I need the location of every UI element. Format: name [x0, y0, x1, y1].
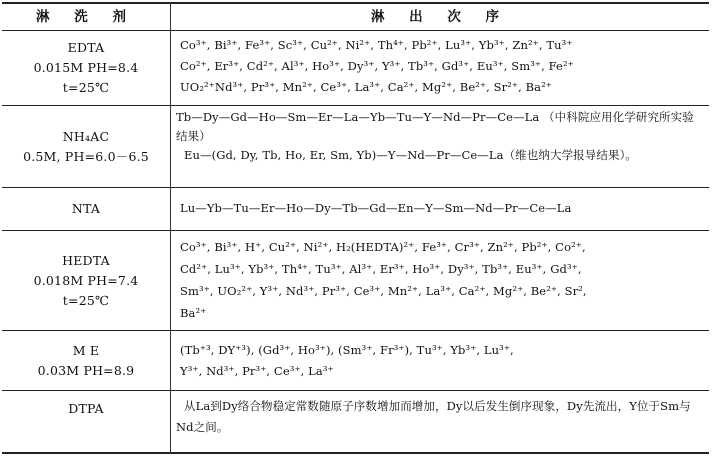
header-elution-order: 淋 出 次 序 — [370, 9, 510, 25]
eluent-cell — [4, 332, 168, 389]
order-line: Lu—Yb—Tu—Er—Ho—Dy—Tb—Gd—En—Y—Sm—Nd—Pr—Ce—La — [180, 201, 572, 215]
elution-order-cell — [180, 35, 700, 98]
elution-order-cell — [180, 236, 700, 324]
order-line: Eu—(Gd, Dy, Tb, Ho, Er, Sm, Yb)—Y—Nd—Pr—Ce—La（维也纳大学报导结果）。 — [184, 148, 638, 162]
order-line: Cd²⁺, Lu³⁺, Yb³⁺, Th⁴⁺, Tu³⁺, Al³⁺, Er³⁺, Ho³⁺, Dy³⁺, Tb³⁺, Eu³⁺, Gd³⁺, — [180, 262, 582, 276]
order-line: Co³⁺, Bi³⁺, Fe³⁺, Sc³⁺, Cu²⁺, Ni²⁺, Th⁴⁺, Pb²⁺, Lu³⁺, Yb³⁺, Zn²⁺, Tu³⁺ — [180, 38, 573, 52]
order-line: Sm³⁺, UO₂²⁺, Y³⁺, Nd³⁺, Pr³⁺, Ce³⁺, Mn²⁺, La³⁺, Ca²⁺, Mg²⁺, Be²⁺, Sr², — [180, 284, 587, 298]
eluent-temperature: t=25℃ — [62, 292, 110, 308]
eluent-condition: 0.018M PH=7.4 — [33, 272, 139, 288]
eluent-name: HEDTA — [62, 252, 110, 268]
row-rule — [2, 330, 709, 331]
order-line: Tb—Dy—Gd—Ho—Sm—Er—La—Yb—Tu—Y—Nd—Pr—Ce—La （中科院应用化学研究所实验结果） — [176, 110, 694, 143]
eluent-cell — [4, 107, 168, 186]
row-rule — [2, 390, 709, 391]
elution-order-cell — [176, 108, 702, 165]
row-rule — [2, 105, 709, 106]
eluent-name: NTA — [71, 200, 101, 216]
header-eluent: 淋 洗 剂 — [36, 9, 136, 25]
eluent-name: DTPA — [68, 401, 104, 416]
eluent-cell — [4, 188, 168, 229]
order-line: Co³⁺, Bi³⁺, H⁺, Cu²⁺, Ni²⁺, H₂(HEDTA)²⁺, Fe³⁺, Cr³⁺, Zn²⁺, Pb²⁺, Co²⁺, — [180, 240, 586, 254]
header-rule — [2, 30, 709, 31]
eluent-condition: 0.5M, PH=6.0－6.5 — [23, 148, 149, 164]
eluent-cell — [4, 32, 168, 104]
table-bottom-rule — [2, 452, 709, 454]
eluent-cell — [4, 232, 168, 329]
order-line: UO₂²⁺Nd³⁺, Pr³⁺, Mn²⁺, Ce³⁺, La³⁺, Ca²⁺, Mg²⁺, Be²⁺, Sr²⁺, Ba²⁺ — [180, 80, 552, 94]
elution-order-cell — [176, 396, 702, 438]
column-divider — [170, 3, 171, 453]
order-line: Y³⁺, Nd³⁺, Pr³⁺, Ce³⁺, La³⁺ — [180, 364, 334, 378]
eluent-name: EDTA — [67, 40, 105, 55]
eluent-cell — [4, 392, 168, 426]
order-line: Ba²⁺ — [180, 306, 207, 320]
order-line: Co²⁺, Er³⁺, Cd²⁺, Al³⁺, Ho³⁺, Dy³⁺, Y³⁺, Tb³⁺, Gd³⁺, Eu³⁺, Sm³⁺, Fe²⁺ — [180, 59, 574, 73]
elution-order-cell — [180, 198, 700, 219]
eluent-name: NH₄AC — [62, 128, 110, 144]
eluent-condition: 0.015M PH=8.4 — [33, 60, 139, 75]
eluent-condition: 0.03M PH=8.9 — [37, 362, 135, 378]
order-line: 从La到Dy络合物稳定常数随原子序数增加而增加，Dy以后发生倒序现象，Dy先流出，Y位于Sm与Nd之间。 — [176, 399, 691, 434]
order-line: (Tb⁺³, DY⁺³), (Gd³⁺, Ho³⁺), (Sm³⁺, Fr³⁺), Tu³⁺, Yb³⁺, Lu³⁺, — [180, 343, 514, 357]
eluent-temperature: t=25℃ — [62, 80, 110, 95]
row-rule — [2, 230, 709, 231]
elution-order-cell — [180, 340, 700, 382]
eluent-name: M E — [72, 342, 100, 358]
